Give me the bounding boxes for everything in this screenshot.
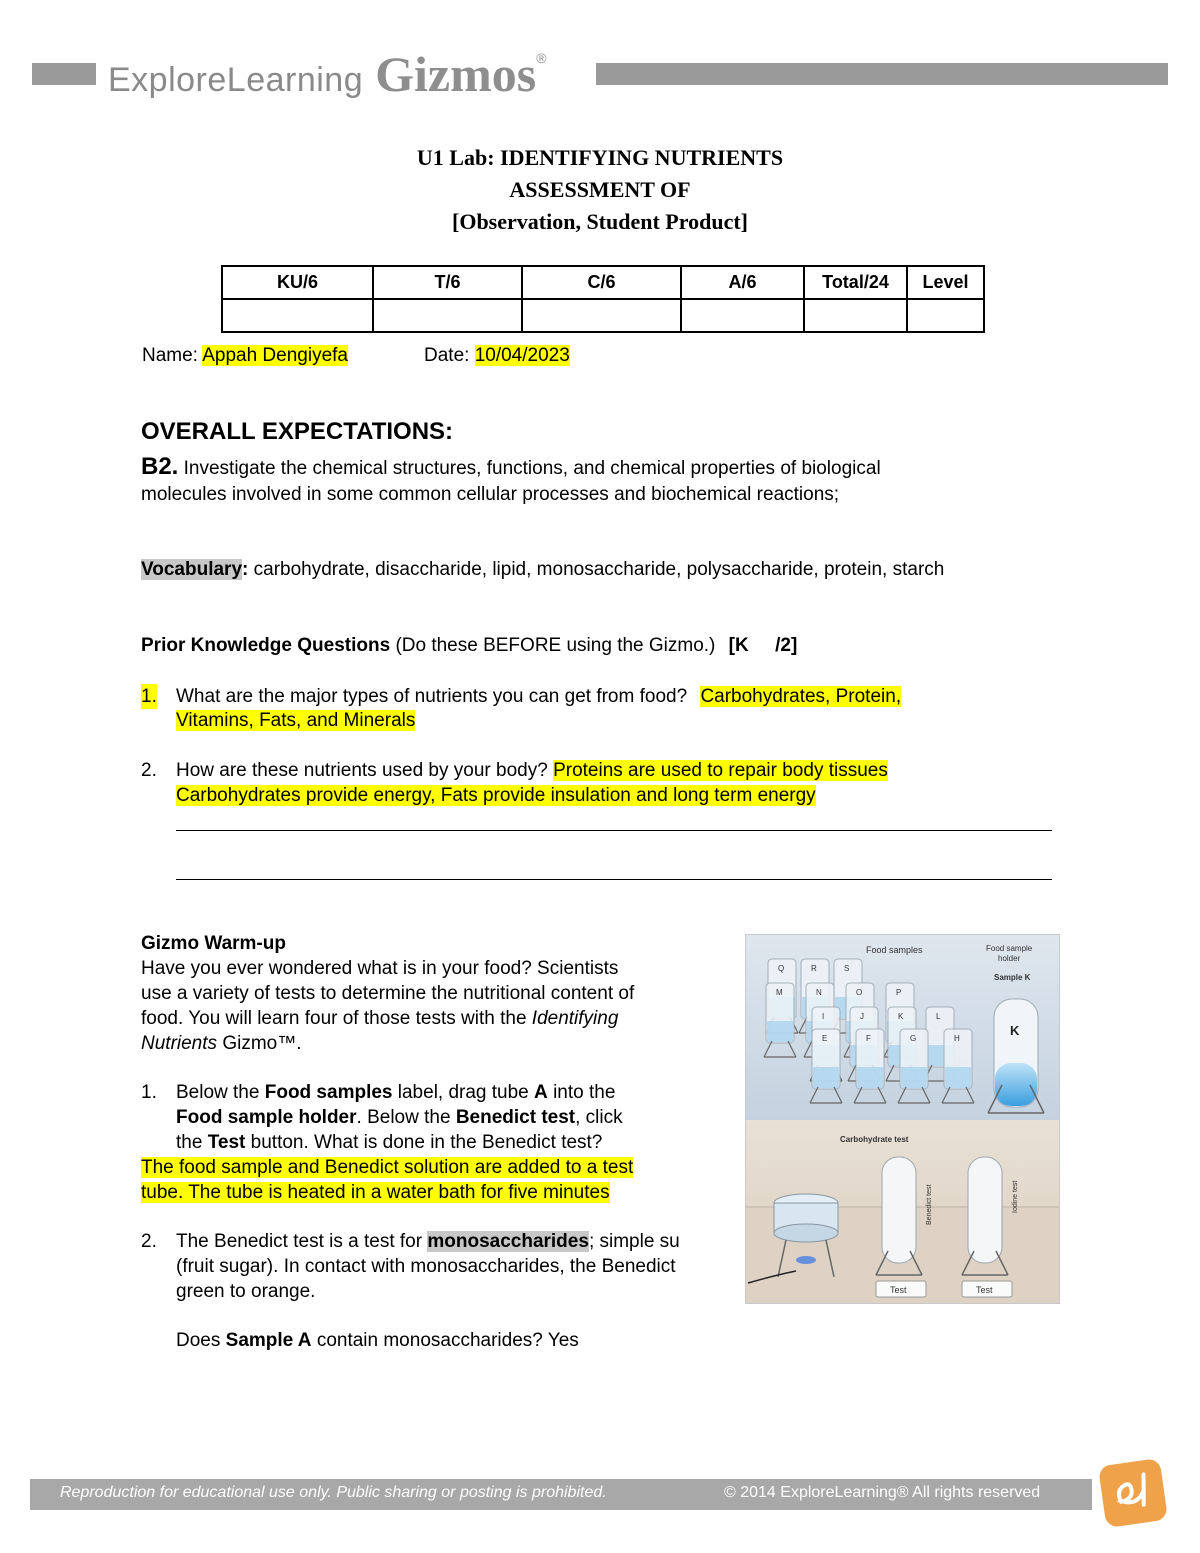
step1-text-c: label, drag tube <box>397 1082 529 1103</box>
warmup-intro-4 <box>141 1031 302 1056</box>
prior-knowledge-heading-line <box>141 633 797 658</box>
answer-rule-2[interactable] <box>176 879 1052 880</box>
warmup-heading <box>141 931 286 956</box>
logo-mark <box>1098 1458 1168 1528</box>
holder-label-1: Food sample <box>986 944 1033 953</box>
step1-number: 1. <box>141 1082 157 1103</box>
score-value-total[interactable] <box>804 299 907 332</box>
step2-line-3: green to orange. <box>176 1281 316 1302</box>
score-table <box>221 265 985 333</box>
step1-text-l: button. What is done in the Benedict test? <box>250 1132 603 1153</box>
step1-text-j: the <box>176 1132 203 1153</box>
food-sample-tube-label: N <box>816 988 822 997</box>
step2-line-1 <box>176 1229 680 1254</box>
step2-text-a: The Benedict test is a test for <box>176 1231 423 1252</box>
food-sample-tube-label: S <box>844 964 850 973</box>
q1-answer-a[interactable]: Carbohydrates, Protein, <box>700 686 902 707</box>
q1-line-1 <box>176 684 901 709</box>
food-sample-tube-label: M <box>776 988 783 997</box>
title-line-2: ASSESSMENT OF <box>509 177 691 202</box>
food-sample-holder[interactable] <box>988 999 1044 1113</box>
vocabulary-terms: carbohydrate, disaccharide, lipid, monosaccharide, polysaccharide, protein, starch <box>253 559 945 580</box>
step2-q-c: contain monosaccharides? Yes <box>316 1330 579 1351</box>
registered-mark-icon: ® <box>536 50 547 66</box>
holder-sample-label: Sample K <box>994 973 1031 982</box>
food-sample-tube-label: R <box>811 964 817 973</box>
gizmo-illustration <box>746 935 1059 1303</box>
step2-text-b: monosaccharides <box>427 1231 589 1252</box>
food-sample-tube-label: Q <box>778 964 785 973</box>
brand-logo <box>108 40 547 100</box>
score-header-a: A/6 <box>681 266 804 299</box>
q2-answer-a[interactable]: Proteins are used to repair body tissues <box>553 760 888 781</box>
step2-q-a: Does <box>176 1330 221 1351</box>
expectation-text-2: molecules involved in some common cellular processes and biochemical reactions; <box>141 484 840 505</box>
q2-answer-b[interactable]: Carbohydrates provide energy, Fats provide insulation and long term energy <box>176 785 816 806</box>
warmup-intro-2: use a variety of tests to determine the nutritional content of <box>141 983 635 1004</box>
score-value-t[interactable] <box>373 299 522 332</box>
step1-text-h: Benedict test <box>455 1107 576 1128</box>
score-value-ku[interactable] <box>222 299 373 332</box>
holder-label-2: holder <box>998 954 1021 963</box>
name-label: Name: <box>142 345 198 366</box>
step2-question <box>176 1328 579 1353</box>
food-sample-tube-label: P <box>896 988 902 997</box>
footer-disclaimer: Reproduction for educational use only. Public sharing or posting is prohibited. <box>60 1484 607 1501</box>
expectation-text-1: Investigate the chemical structures, functions, and chemical properties of biological <box>183 458 881 479</box>
step1-answer-2 <box>141 1180 610 1205</box>
vocabulary-label: Vocabulary <box>141 559 243 580</box>
step2-text-c: ; simple su <box>588 1231 680 1252</box>
step1-text-g: . Below the <box>356 1107 451 1128</box>
step1-text-d: A <box>534 1082 548 1103</box>
footer-copyright: © 2014 ExploreLearning® All rights reserved <box>724 1484 1041 1501</box>
gizmo-screenshot <box>745 934 1060 1304</box>
food-sample-tube-label: E <box>822 1034 828 1043</box>
step1-answer-1 <box>141 1155 633 1180</box>
brand-explorelearning: ExploreLearning <box>108 61 364 99</box>
step1-answer-text-2[interactable]: tube. The tube is heated in a water bath for five minutes <box>141 1182 610 1203</box>
food-sample-tube-label: O <box>856 988 863 997</box>
food-samples-label: Food samples <box>866 945 923 955</box>
q1-line-2 <box>176 708 415 733</box>
prior-knowledge-score: [K /2] <box>728 635 798 656</box>
food-sample-tube-label: K <box>898 1012 904 1021</box>
date-line <box>424 343 570 368</box>
step1-line-2 <box>176 1105 623 1130</box>
warmup-intro-3a: food. You will learn four of those tests with the <box>141 1008 527 1029</box>
header-bar-left <box>32 63 96 85</box>
step2-line-2: (fruit sugar). In contact with monosaccharides, the Benedict <box>176 1256 676 1277</box>
warmup-intro-3b: Identifying <box>531 1008 619 1029</box>
title-line-1: U1 Lab: IDENTIFYING NUTRIENTS <box>416 145 784 170</box>
score-value-level[interactable] <box>907 299 984 332</box>
score-table-value-row <box>222 299 984 332</box>
step1-line-3 <box>176 1130 602 1155</box>
score-table-header-row <box>222 266 984 299</box>
score-header-level: Level <box>907 266 984 299</box>
step1-text-i: , click <box>575 1107 623 1128</box>
date-label: Date: <box>424 345 470 366</box>
iodine-test-label: Iodine test <box>1012 1180 1019 1213</box>
prior-knowledge-heading: Prior Knowledge Questions <box>141 635 391 656</box>
q2-line-1 <box>176 758 888 783</box>
warmup-intro-4b: Gizmo™. <box>222 1033 302 1054</box>
name-value[interactable]: Appah Dengiyefa <box>202 345 348 366</box>
q2-text: How are these nutrients used by your body? <box>176 760 548 781</box>
brand-gizmos: Gizmos <box>375 46 537 102</box>
step1-line-1 <box>176 1080 615 1105</box>
food-sample-tube-label: G <box>910 1034 917 1043</box>
title-line-3: [Observation, Student Product] <box>452 209 748 234</box>
q1-answer-b[interactable]: Vitamins, Fats, and Minerals <box>176 710 416 731</box>
warmup-intro-3 <box>141 1006 618 1031</box>
vocabulary-line <box>141 557 944 582</box>
expectations-heading: OVERALL EXPECTATIONS: <box>141 418 454 445</box>
test-button-1-label: Test <box>890 1285 907 1295</box>
step1-text-e: into the <box>553 1082 616 1103</box>
food-sample-tube-label: I <box>822 1012 825 1021</box>
score-header-total: Total/24 <box>804 266 907 299</box>
test-button-2-label: Test <box>976 1285 993 1295</box>
warmup-intro-1: Have you ever wondered what is in your food? Scientists <box>141 958 619 979</box>
step1-text-k: Test <box>207 1132 246 1153</box>
date-value[interactable]: 10/04/2023 <box>474 345 570 366</box>
answer-rule-1[interactable] <box>176 830 1052 831</box>
step2-number: 2. <box>141 1231 157 1252</box>
step2-q-b: Sample A <box>225 1330 312 1351</box>
benedict-test-label: Benedict test <box>926 1184 933 1225</box>
header-bar-right <box>596 63 1168 85</box>
explorelearning-logo-icon <box>1098 1458 1168 1528</box>
name-line <box>142 343 348 368</box>
expectations-line-1 <box>141 454 881 481</box>
vocabulary-colon: : <box>242 559 249 580</box>
q1-text: What are the major types of nutrients you can get from food? <box>176 686 688 707</box>
food-sample-tube-label: J <box>860 1012 864 1021</box>
food-sample-tube-label: L <box>936 1012 941 1021</box>
score-header-t: T/6 <box>373 266 522 299</box>
score-value-c[interactable] <box>522 299 681 332</box>
benedict-test-button[interactable] <box>876 1281 926 1297</box>
warmup-heading-text: Gizmo Warm-up <box>141 933 286 954</box>
score-value-a[interactable] <box>681 299 804 332</box>
step1-answer-text-1[interactable]: The food sample and Benedict solution are added to a test <box>141 1157 634 1178</box>
carb-test-label: Carbohydrate test <box>840 1135 909 1144</box>
step1-text-b: Food samples <box>264 1082 393 1103</box>
food-sample-tube-label: F <box>866 1034 871 1043</box>
step1-text-f: Food sample holder <box>176 1107 357 1128</box>
step1-text-a: Below the <box>176 1082 260 1103</box>
q2-line-2 <box>176 783 816 808</box>
warmup-intro-4a: Nutrients <box>141 1033 218 1054</box>
food-sample-tube-label: H <box>954 1034 960 1043</box>
holder-tube-label: K <box>1010 1023 1020 1038</box>
q2-number: 2. <box>141 760 157 781</box>
score-header-c: C/6 <box>522 266 681 299</box>
score-header-ku: KU/6 <box>222 266 373 299</box>
iodine-test-button[interactable] <box>962 1281 1012 1297</box>
q1-number: 1. <box>141 686 157 707</box>
expectation-code: B2. <box>141 453 179 480</box>
prior-knowledge-note: (Do these BEFORE using the Gizmo.) <box>395 635 716 656</box>
